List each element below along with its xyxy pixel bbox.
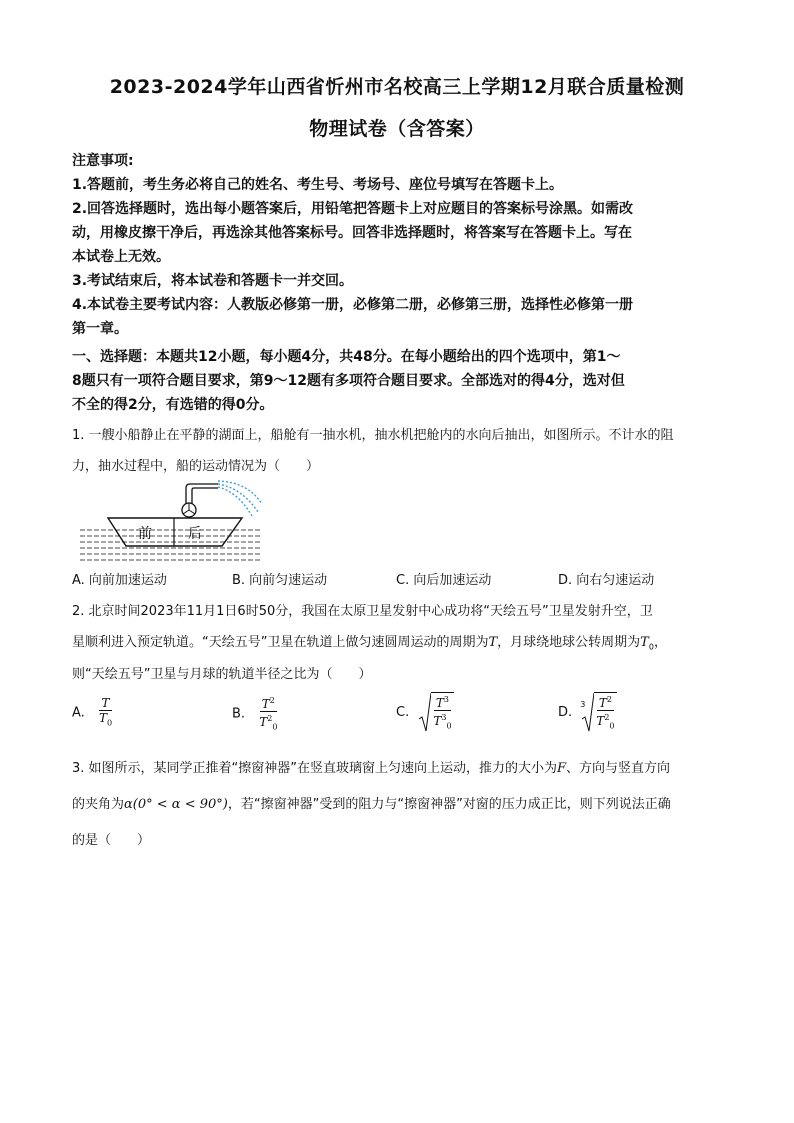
q2-stem: 星顺利进入预定轨道。“天绘五号”卫星在轨道上做匀速圆周运动的周期为T，月球绕地球公转周期为$T_0$， xyxy=(72,635,667,652)
note-line: 3.考试结束后，将本试卷和答题卡一并交回。 xyxy=(72,273,354,289)
exam-subtitle: 物理试卷（含答案） xyxy=(309,118,485,140)
section-instructions: 一、选择题：本题共12小题，每小题4分，共48分。在每小题给出的四个选项中，第1～ xyxy=(72,349,621,365)
notes-heading: 注意事项: xyxy=(72,153,134,169)
q2-stem: 2. 北京时间2023年11月1日6时50分，我国在太原卫星发射中心成功将“天绘五号”卫星发射升空，卫 xyxy=(72,604,653,619)
note-line: 动，用橡皮擦干净后，再选涂其他答案标号。回答非选择题时，将答案写在答题卡上。写在 xyxy=(72,225,632,241)
note-line: 本试卷上无效。 xyxy=(72,249,170,265)
back-label: 后 xyxy=(188,526,202,542)
q1-option-a[interactable]: A. 向前加速运动 xyxy=(72,573,167,588)
note-line: 4.本试卷主要考试内容：人教版必修第一册，必修第二册，必修第三册，选择性必修第一册 xyxy=(72,297,634,313)
exam-title: 2023-2024学年山西省忻州市名校高三上学期12月联合质量检测 xyxy=(109,76,685,98)
note-line: 1.答题前，考生务必将自己的姓名、考生号、考场号、座位号填写在答题卡上。 xyxy=(72,177,564,193)
section-instructions: 不全的得2分，有选错的得0分。 xyxy=(72,397,274,413)
q2-option-c[interactable]: C. $\frac{T^3}{T^3_0}$ xyxy=(396,692,454,733)
boat-pump-figure xyxy=(72,474,272,564)
water-spray-icon xyxy=(218,481,262,516)
note-line: 2.回答选择题时，选出每小题答案后，用铅笔把答题卡上对应题目的答案标号涂黑。如需改 xyxy=(72,201,634,217)
q1-stem: 力，抽水过程中，船的运动情况为（ ） xyxy=(72,459,320,474)
front-label: 前 xyxy=(138,526,152,542)
q3-stem: 的夹角为α(0° < α < 90°)，若“擦窗神器”受到的阻力与“擦窗神器”对窗的压力成正比，则下列说法正确 xyxy=(72,797,671,812)
q2-option-b[interactable]: B. $\frac{T^2}{T^2_0}$ xyxy=(232,696,278,732)
note-line: 第一章。 xyxy=(72,321,128,337)
q1-stem: 1. 一艘小船静止在平静的湖面上，船舱有一抽水机，抽水机把舱内的水向后抽出，如图所示。不计水的阻 xyxy=(72,428,674,443)
q3-stem: 的是（ ） xyxy=(72,833,151,848)
q2-option-a[interactable]: A. $\frac{T}{T_0}$ xyxy=(72,696,113,728)
q1-option-d[interactable]: D. 向右匀速运动 xyxy=(558,573,655,588)
cube-root-sign-icon xyxy=(582,693,594,733)
q2-stem: 则“天绘五号”卫星与月球的轨道半径之比为（ ） xyxy=(72,667,372,682)
radical-sign-icon xyxy=(419,693,431,733)
section-instructions: 8题只有一项符合题目要求，第9～12题有多项符合题目要求。全部选对的得4分，选对但 xyxy=(72,373,625,389)
q2-option-d[interactable]: D. 3 $\frac{T^2}{T^2_0}$ xyxy=(558,692,617,733)
q1-option-c[interactable]: C. 向后加速运动 xyxy=(396,573,492,588)
q1-option-b[interactable]: B. 向前匀速运动 xyxy=(232,573,328,588)
q3-stem: 3. 如图所示，某同学正推着“擦窗神器”在竖直玻璃窗上匀速向上运动，推力的大小为F、方向与竖直方向 xyxy=(72,761,671,776)
